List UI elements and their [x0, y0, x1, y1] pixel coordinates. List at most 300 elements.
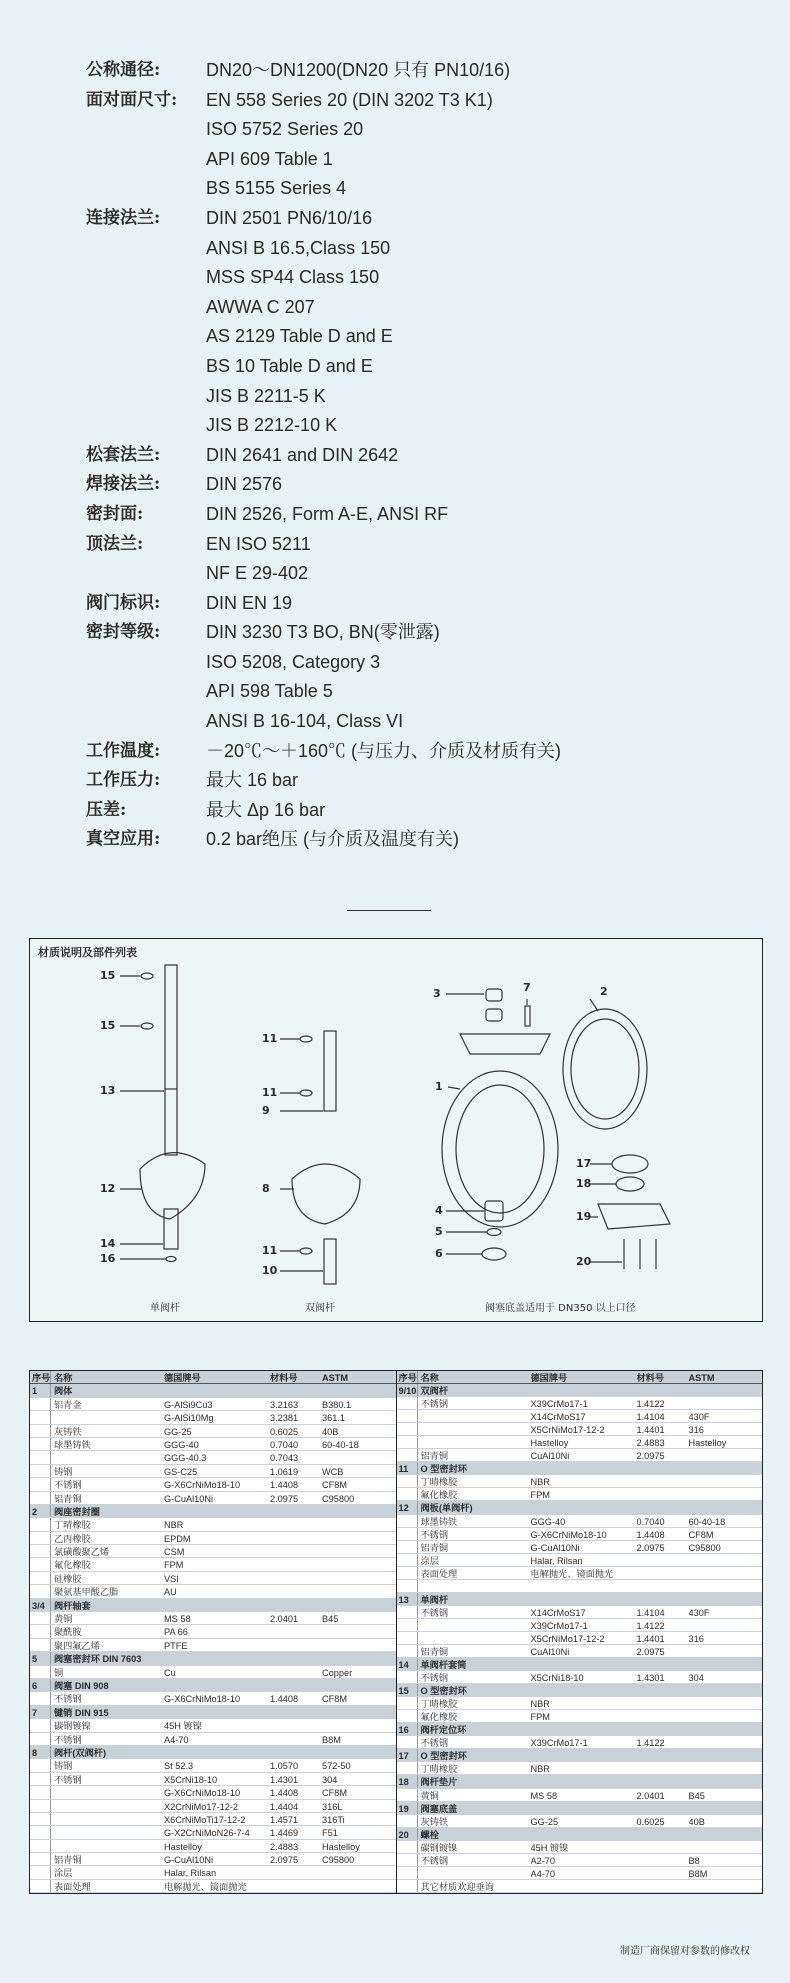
table-row: [397, 1762, 763, 1775]
table-cell: 2.0401: [636, 1790, 665, 1801]
table-row: [30, 1666, 396, 1679]
table-cell: [624, 1658, 762, 1670]
header-cell: 德国牌号: [164, 1373, 201, 1383]
table-cell: 1.4301: [270, 1774, 299, 1785]
table-cell: 316L: [322, 1801, 343, 1812]
table-group-row: [397, 1802, 763, 1815]
table-cell: 316: [688, 1633, 704, 1644]
spec-value: DIN 2501 PN6/10/16: [206, 207, 373, 228]
table-row: [30, 1558, 396, 1571]
table-row: [30, 1451, 396, 1464]
table-cell: 阀座密封圈: [54, 1506, 100, 1517]
table-cell: [689, 1710, 763, 1722]
table-cell: [689, 1488, 763, 1500]
table-cell: 1.4301: [636, 1673, 665, 1684]
spec-label: [86, 352, 206, 382]
table-cell: A4-70: [164, 1734, 189, 1745]
table-cell: [30, 1719, 51, 1731]
table-row: [30, 1692, 396, 1705]
table-cell: [637, 1762, 689, 1774]
table-cell: 碳钢镀镍: [420, 1842, 458, 1853]
table-cell: 1.4122: [636, 1620, 665, 1631]
table-row: [30, 1425, 396, 1438]
table-cell: [109, 1679, 215, 1691]
table-cell: 双阀杆: [420, 1386, 449, 1397]
table-cell: [30, 1692, 51, 1704]
table-cell: [51, 1786, 164, 1798]
spec-value: EN 558 Series 20 (DIN 3202 T3 K1): [206, 89, 493, 110]
spec-value: 最大 Δp 16 bar: [206, 799, 326, 820]
spec-row: [86, 56, 561, 86]
spec-value: BS 5155 Series 4: [206, 178, 347, 199]
table-cell: 表面处理: [54, 1881, 91, 1892]
table-row: [397, 1619, 763, 1632]
lower-stem: [324, 1239, 336, 1284]
table-cell: X2CrNiMo17-12-2: [164, 1801, 239, 1812]
table-cell: GGG-40.3: [164, 1453, 207, 1464]
table-cell: [637, 1710, 689, 1722]
table-cell: Halar, Rilsan: [164, 1868, 217, 1879]
table-cell: [637, 1554, 689, 1566]
disc-double: [292, 1164, 360, 1224]
table-cell: [270, 1639, 322, 1651]
table-cell: [448, 1384, 554, 1396]
table-cell: 丁晴橡胶: [420, 1764, 458, 1775]
header-cell: 序号: [32, 1373, 51, 1383]
spec-row: [86, 677, 561, 707]
table-cell: C95800: [322, 1493, 355, 1504]
header-cell: ASTM: [322, 1373, 349, 1383]
table-row: [397, 1841, 763, 1854]
table-cell: 316Ti: [322, 1814, 345, 1825]
table-cell: [418, 1632, 531, 1644]
table-cell: [30, 1866, 51, 1878]
spec-label: 工作压力:: [86, 770, 161, 791]
header-cell: ASTM: [688, 1373, 715, 1383]
table-cell: [418, 1867, 531, 1879]
spec-value: DIN 3230 T3 BO, BN(零泄露): [206, 622, 440, 643]
part-callout: 13: [100, 1084, 116, 1097]
table-cell: 阀板(单阀杆): [420, 1503, 473, 1514]
table-cell: 丁晴橡胶: [420, 1477, 458, 1488]
table-cell: [30, 1572, 51, 1584]
table-cell: [264, 1746, 395, 1758]
table-cell: 1.0570: [270, 1761, 299, 1772]
table-cell: G-AlSi10Mg: [164, 1413, 214, 1424]
table-cell: GGG-40: [164, 1439, 199, 1450]
part-callout: 6: [435, 1247, 443, 1260]
spec-row: [86, 500, 561, 530]
table-header: [30, 1371, 396, 1384]
section-divider: [347, 910, 431, 911]
table-cell: [563, 1775, 615, 1787]
table-cell: [397, 1580, 418, 1592]
table-cell: 铸钢: [54, 1761, 73, 1772]
table-row: [30, 1800, 396, 1813]
table-cell: 铸钢: [54, 1466, 73, 1477]
table-cell: [397, 1567, 418, 1579]
table-cell: G-X6CrNiMo18-10: [164, 1694, 241, 1705]
spec-label: [86, 322, 206, 352]
table-cell: [322, 1545, 396, 1557]
table-cell: 1.4408: [270, 1788, 299, 1799]
table-cell: 16: [397, 1723, 418, 1735]
table-cell: [322, 1558, 396, 1570]
table-cell: 12: [397, 1501, 418, 1513]
table-cell: FPM: [530, 1490, 550, 1501]
single-stem: [165, 965, 177, 1155]
table-cell: 铝青铜: [420, 1542, 449, 1553]
table-cell: O 型密封环: [420, 1686, 467, 1697]
table-cell: X5CrNiMo17-12-2: [530, 1633, 605, 1644]
table-cell: 15: [397, 1684, 418, 1696]
table-cell: 铝青铜: [54, 1493, 82, 1504]
part-callout: 14: [100, 1237, 116, 1250]
table-cell: [141, 1652, 247, 1664]
table-cell: 丁晴橡胶: [54, 1520, 91, 1531]
table-cell: [30, 1800, 51, 1812]
table-row: [30, 1438, 396, 1451]
table-cell: [573, 1749, 625, 1761]
table-row: [397, 1397, 763, 1410]
table-header: [397, 1371, 763, 1384]
table-row: [397, 1697, 763, 1710]
spec-label: 连接法兰:: [86, 207, 161, 228]
table-cell: 球墨铸铁: [420, 1516, 458, 1527]
table-cell: [397, 1867, 418, 1879]
table-cell: [397, 1632, 418, 1644]
part-callout: 15: [100, 1019, 116, 1032]
table-cell: G-CuAl10Ni: [530, 1542, 580, 1553]
table-cell: X39CrMo17-1: [530, 1399, 588, 1410]
footnote: 制造厂商保留对参数的修改权: [620, 1946, 750, 1957]
spec-label: [86, 293, 206, 323]
table-cell: [473, 1501, 579, 1513]
table-row: [397, 1528, 763, 1541]
table-row: [397, 1515, 763, 1528]
table-cell: G-AlSi9Cu3: [164, 1399, 213, 1410]
table-cell: 0.7040: [270, 1439, 299, 1450]
table-row: [30, 1398, 396, 1411]
table-cell: VSI: [164, 1573, 179, 1584]
table-row: [397, 1423, 763, 1436]
table-cell: [397, 1410, 418, 1422]
table-cell: NBR: [530, 1764, 550, 1775]
table-cell: C95800: [322, 1855, 355, 1866]
table-row: [30, 1759, 396, 1772]
table-cell: 不锈钢: [420, 1673, 449, 1684]
table-cell: [448, 1593, 554, 1605]
valve-body: [442, 1071, 558, 1227]
table-row: [30, 1853, 396, 1866]
table-cell: [267, 1679, 396, 1691]
table-row: [30, 1866, 396, 1879]
table-cell: [30, 1733, 51, 1745]
table-cell: 不锈钢: [420, 1738, 449, 1749]
spec-row: [86, 707, 561, 737]
part-callout: 18: [576, 1177, 592, 1190]
table-cell: 阀塞密封环 DIN 7603: [54, 1654, 142, 1665]
table-cell: 氟化橡胶: [420, 1712, 458, 1723]
spec-row: [86, 589, 561, 619]
table-cell: [270, 1532, 322, 1544]
table-cell: [30, 1558, 51, 1570]
table-cell: O 型密封环: [420, 1464, 467, 1475]
table-cell: [418, 1436, 531, 1448]
spec-label: 密封面:: [86, 503, 144, 524]
table-cell: [397, 1841, 418, 1853]
table-row: [397, 1789, 763, 1802]
table-cell: G-X6CrNiMo18-10: [164, 1480, 241, 1491]
table-cell: 45H 镀镍: [530, 1842, 569, 1853]
part-callout: 20: [576, 1255, 592, 1268]
table-cell: [322, 1880, 396, 1892]
table-cell: 其它材质欢迎垂询: [420, 1881, 494, 1892]
table-cell: [397, 1397, 418, 1409]
table-group-row: [397, 1828, 763, 1841]
part-callout: 11: [262, 1086, 278, 1099]
table-cell: 1.4469: [270, 1828, 299, 1839]
table-cell: B380.1: [322, 1399, 352, 1410]
table-cell: X39CrMo17-1: [530, 1620, 588, 1631]
table-cell: 40B: [322, 1426, 339, 1437]
table-cell: Copper: [322, 1667, 353, 1678]
table-cell: [418, 1410, 531, 1422]
spec-label: [86, 234, 206, 264]
table-cell: [615, 1802, 762, 1814]
table-row: [397, 1815, 763, 1828]
table-cell: [397, 1815, 418, 1827]
part-callout: 11: [262, 1244, 278, 1257]
table-group-row: [397, 1501, 763, 1514]
spec-row: [86, 263, 561, 293]
table-cell: 3.2381: [270, 1413, 299, 1424]
table-row: [397, 1606, 763, 1619]
spec-label: 松套法兰:: [86, 444, 161, 465]
table-cell: 1.4401: [636, 1425, 665, 1436]
table-cell: EPDM: [164, 1533, 191, 1544]
table-cell: [637, 1880, 689, 1892]
table-cell: [30, 1465, 51, 1477]
table-cell: 2.0401: [270, 1614, 299, 1625]
table-cell: [397, 1488, 418, 1500]
spec-row: [86, 86, 561, 116]
table-cell: PA 66: [164, 1627, 188, 1638]
table-cell: [100, 1505, 206, 1517]
table-cell: NBR: [164, 1520, 184, 1531]
table-cell: 60-40-18: [688, 1516, 726, 1527]
table-cell: [615, 1775, 762, 1787]
table-cell: [397, 1554, 418, 1566]
part-callout: 4: [435, 1204, 443, 1217]
table-row: [397, 1645, 763, 1658]
table-cell: [30, 1826, 51, 1838]
part-callout: 7: [523, 981, 531, 994]
table-cell: 阀体: [54, 1386, 73, 1397]
spec-value: API 609 Table 1: [206, 148, 333, 169]
table-row: [30, 1826, 396, 1839]
diagram-title: 材质说明及部件列表: [38, 946, 137, 959]
table-cell: [51, 1813, 164, 1825]
table-cell: [397, 1606, 418, 1618]
table-cell: [270, 1719, 322, 1731]
seat-ring-2: [563, 1009, 647, 1129]
table-cell: GGG-40: [530, 1516, 566, 1527]
spec-value: MSS SP44 Class 150: [206, 267, 380, 288]
table-cell: [270, 1585, 322, 1597]
table-cell: [637, 1867, 689, 1879]
table-cell: [397, 1645, 418, 1657]
table-cell: [689, 1841, 763, 1853]
table-cell: 聚酰胺: [54, 1627, 82, 1638]
table-cell: [30, 1585, 51, 1597]
table-cell: [270, 1880, 322, 1892]
table-cell: NBR: [530, 1477, 550, 1488]
table-cell: [30, 1411, 51, 1423]
spec-row: [86, 530, 561, 560]
table-cell: 2.0975: [270, 1855, 299, 1866]
table-cell: [554, 1593, 606, 1605]
table-cell: [270, 1558, 322, 1570]
table-cell: [689, 1580, 763, 1592]
table-cell: [631, 1501, 762, 1513]
table-cell: 不锈钢: [420, 1399, 449, 1410]
table-cell: [270, 1545, 322, 1557]
table-row: [397, 1436, 763, 1449]
table-cell: [51, 1800, 164, 1812]
spec-row: [86, 174, 561, 204]
table-cell: [573, 1684, 625, 1696]
table-cell: [397, 1880, 418, 1892]
table-cell: 丁晴橡胶: [420, 1699, 458, 1710]
table-cell: [572, 1723, 624, 1735]
spec-row: [86, 441, 561, 471]
caption-bottom-cover: 阀塞底盖适用于 DN350 以上口径: [485, 1303, 636, 1314]
table-row: [397, 1475, 763, 1488]
table-cell: 阀杆定位环: [420, 1725, 467, 1736]
table-cell: FPM: [164, 1560, 184, 1571]
table-cell: CuAl10Ni: [530, 1646, 570, 1657]
table-cell: [531, 1880, 637, 1892]
spec-value: ANSI B 16.5,Class 150: [206, 237, 391, 258]
table-cell: WCB: [322, 1466, 344, 1477]
spec-row: [86, 115, 561, 145]
spec-value: EN ISO 5211: [206, 533, 311, 554]
table-cell: [30, 1518, 51, 1530]
exploded-view-drawing: [30, 939, 762, 1321]
table-cell: 阀塞底盖: [420, 1803, 458, 1814]
table-row: [30, 1572, 396, 1585]
table-cell: [397, 1736, 418, 1748]
table-cell: 铝青铜: [420, 1451, 449, 1462]
table-cell: 球墨铸铁: [54, 1439, 91, 1450]
table-row: [30, 1545, 396, 1558]
table-cell: [322, 1719, 396, 1731]
part-callout: 19: [576, 1210, 592, 1223]
table-cell: FPM: [530, 1712, 550, 1723]
table-cell: G-X6CrNiMo18-10: [164, 1788, 241, 1799]
part-callout: 12: [100, 1182, 116, 1195]
table-row: [397, 1671, 763, 1684]
table-cell: [606, 1384, 762, 1396]
part-callout: 2: [600, 985, 608, 998]
spec-value: JIS B 2211-5 K: [206, 385, 326, 406]
table-cell: [397, 1541, 418, 1553]
table-cell: 2: [30, 1505, 51, 1517]
table-cell: [563, 1802, 615, 1814]
table-cell: 304: [322, 1774, 338, 1785]
table-cell: [624, 1723, 762, 1735]
table-cell: [230, 1384, 395, 1396]
table-cell: 1.4408: [636, 1529, 665, 1540]
spec-value: DIN 2641 and DIN 2642: [206, 444, 399, 465]
table-cell: [197, 1599, 249, 1611]
table-cell: [572, 1658, 624, 1670]
table-cell: X14CrMoS17: [530, 1607, 586, 1618]
table-cell: A4-70: [530, 1868, 556, 1879]
table-cell: [689, 1645, 763, 1657]
spec-label: [86, 648, 206, 678]
spec-row: [86, 559, 561, 589]
table-cell: CF8M: [322, 1788, 348, 1799]
table-cell: [106, 1746, 212, 1758]
table-cell: [397, 1697, 418, 1709]
table-cell: [625, 1749, 762, 1761]
spec-value: AWWA C 207: [206, 296, 315, 317]
table-cell: [397, 1436, 418, 1448]
table-cell: [689, 1697, 763, 1709]
spec-row: [86, 145, 561, 175]
table-row: [30, 1478, 396, 1491]
retaining-ring-16: [166, 1257, 176, 1262]
table-cell: 不锈钢: [420, 1529, 449, 1540]
table-cell: [30, 1625, 51, 1637]
table-group-row: [397, 1593, 763, 1606]
table-cell: X5CrNiMo17-12-2: [530, 1425, 605, 1436]
table-cell: [637, 1841, 689, 1853]
table-cell: [457, 1775, 563, 1787]
table-cell: [30, 1773, 51, 1785]
table-row: [397, 1867, 763, 1880]
table-cell: CF8M: [322, 1480, 348, 1491]
table-group-row: [397, 1775, 763, 1788]
table-cell: 阀杆(双阀杆): [54, 1747, 107, 1758]
spec-label: [86, 559, 206, 589]
table-cell: [418, 1423, 531, 1435]
table-row: [30, 1532, 396, 1545]
table-row: [30, 1411, 396, 1424]
part-callout: 11: [262, 1032, 278, 1045]
table-cell: [439, 1828, 545, 1840]
table-cell: [397, 1789, 418, 1801]
part-callout: 8: [262, 1182, 270, 1195]
part-callout: 5: [435, 1225, 443, 1238]
table-cell: [30, 1759, 51, 1771]
spec-label: [86, 707, 206, 737]
spec-row: [86, 618, 561, 648]
table-cell: 1.4401: [636, 1633, 665, 1644]
spec-label: [86, 174, 206, 204]
table-group-row: [30, 1706, 396, 1719]
table-group-row: [397, 1658, 763, 1671]
table-cell: 40B: [688, 1816, 705, 1827]
table-cell: 不锈钢: [54, 1480, 82, 1491]
table-cell: [30, 1666, 51, 1678]
table-cell: [467, 1684, 573, 1696]
spec-row: [86, 352, 561, 382]
spec-row: [86, 470, 561, 500]
table-group-row: [30, 1679, 396, 1692]
